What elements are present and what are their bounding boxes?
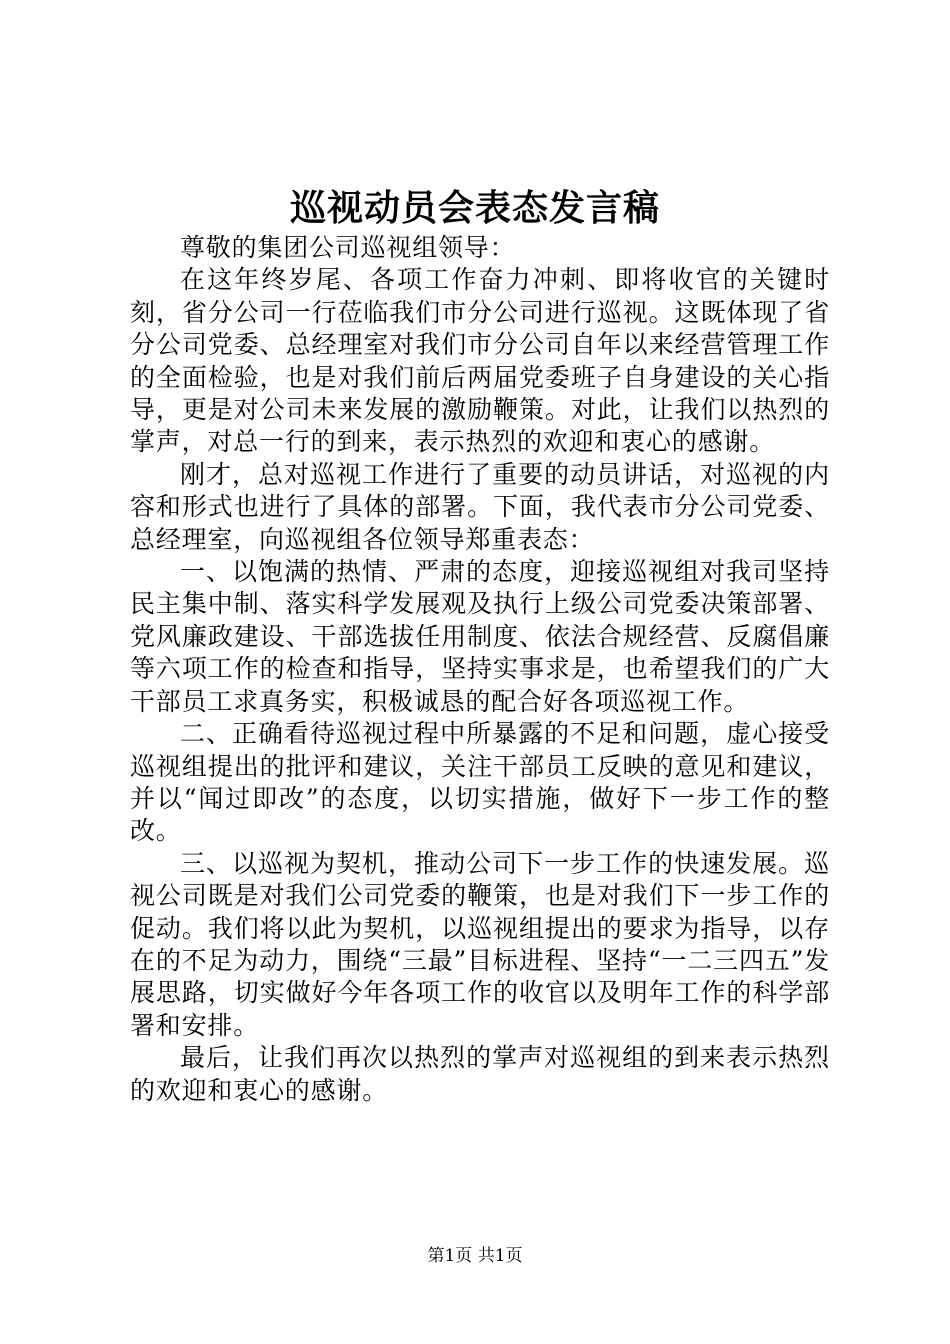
salutation: 尊敬的集团公司巡视组领导： (180, 233, 516, 262)
paragraph-6: 最后，让我们再次以热烈的掌声对巡视组的到来表示热烈的欢迎和衷心的感谢。 (130, 1043, 830, 1105)
document-title: 巡视动员会表态发言稿 (289, 187, 660, 229)
paragraph-2: 刚才，总对巡视工作进行了重要的动员讲话，对巡视的内容和形式也进行了具体的部署。下面，我代表市分公司党委、总经理室，向巡视组各位领导郑重表态： (130, 459, 830, 554)
document-body (130, 232, 830, 1107)
page-footer: 第1页 共1页 (427, 1246, 523, 1266)
paragraph-1: 在这年终岁尾、各项工作奋力冲刺、即将收官的关键时刻，省分公司一行莅临我们市分公司进行巡视。这既体现了省分公司党委、总经理室对我们市分公司自年以来经营管理工作的全面检验，也是对我们前后两届党委班子自身建设的关心指导，更是对公司未来发展的激励鞭策。对此，让我们以热烈的掌声，对总一行的到来，表示热烈的欢迎和衷心的感谢。 (130, 265, 830, 457)
paragraph-4: 二、正确看待巡视过程中所暴露的不足和问题，虚心接受巡视组提出的批评和建议，关注干部员工反映的意见和建议，并以“闻过即改”的态度，以切实措施，做好下一步工作的整改。 (130, 719, 830, 846)
paragraph-5: 三、以巡视为契机，推动公司下一步工作的快速发展。巡视公司既是对我们公司党委的鞭策，也是对我们下一步工作的促动。我们将以此为契机，以巡视组提出的要求为指导，以存在的不足为动力，围绕“三最”目标进程、坚持“一二三四五”发展思路，切实做好今年各项工作的收官以及明年工作的科学部署和安排。 (130, 848, 830, 1040)
paragraph-3: 一、以饱满的热情、严肃的态度，迎接巡视组对我司坚持民主集中制、落实科学发展观及执行上级公司党委决策部署、党风廉政建设、干部选拔任用制度、依法合规经营、反腐倡廉等六项工作的检查和指导，坚持实事求是，也希望我们的广大干部员工求真务实，积极诚恳的配合好各项巡视工作。 (130, 557, 830, 716)
